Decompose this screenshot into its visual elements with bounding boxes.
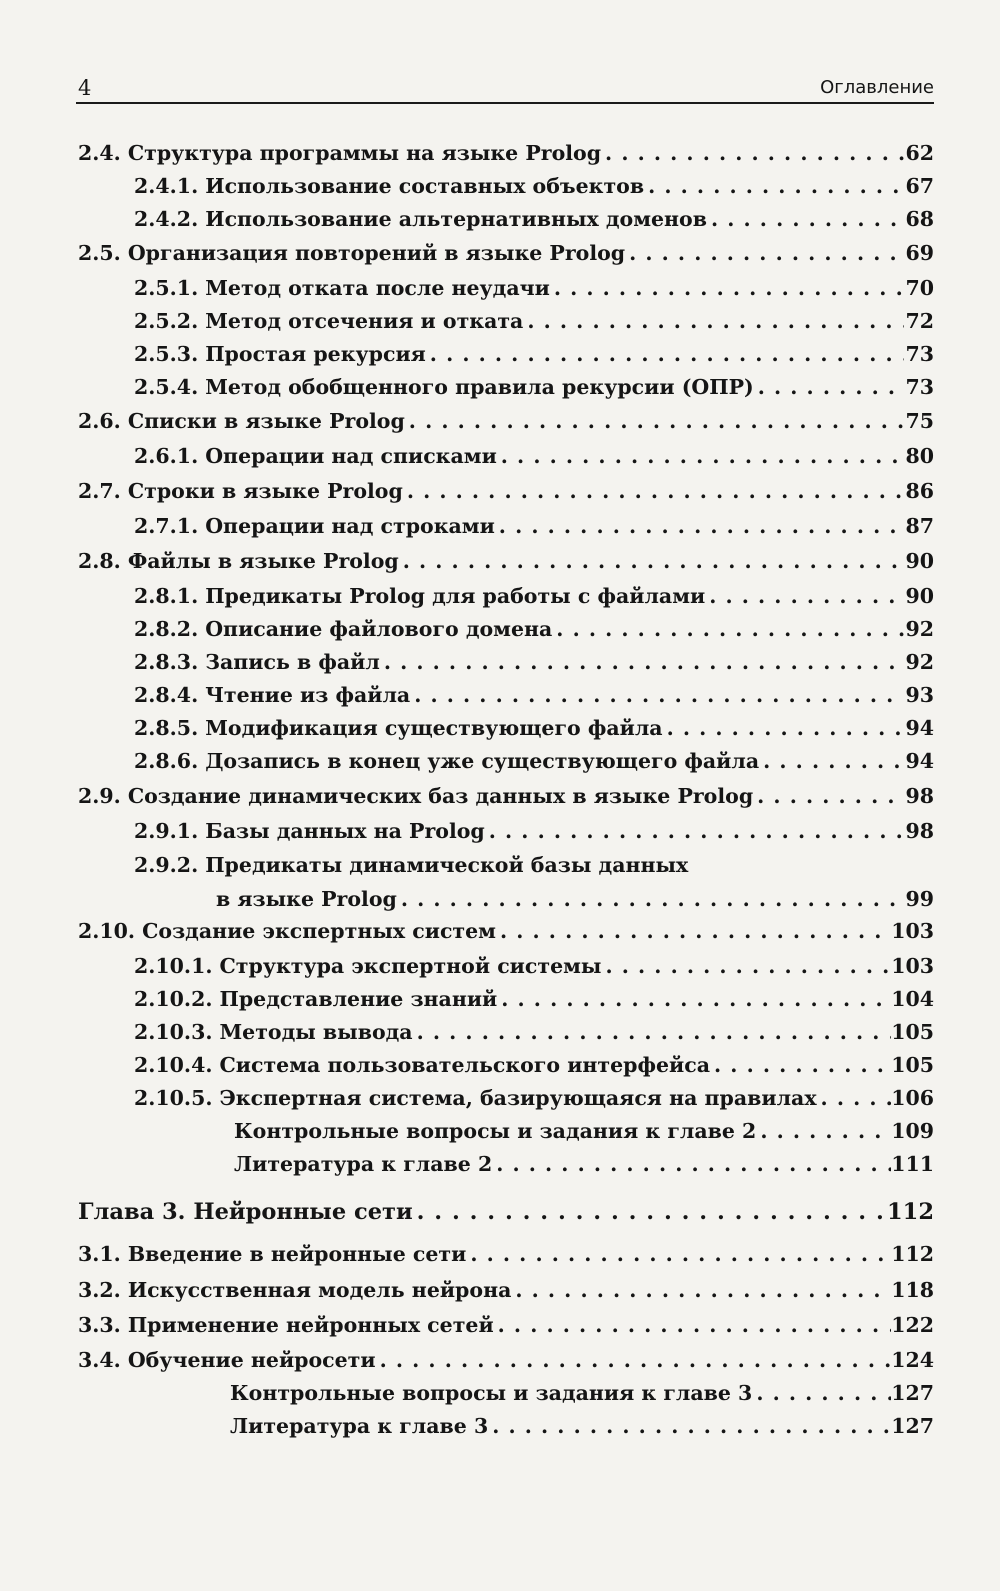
toc-entry-2-8-4[interactable] bbox=[134, 678, 934, 712]
entry-page: 62 bbox=[905, 141, 934, 165]
leader-dots bbox=[511, 1273, 891, 1307]
entry-number: 2.9.2. bbox=[134, 853, 199, 877]
entry-title: Базы данных на Prolog bbox=[205, 819, 485, 843]
toc-entry-2-4-1[interactable] bbox=[134, 169, 934, 203]
entry-title: Экспертная система, базирующаяся на правилах bbox=[219, 1086, 817, 1110]
leader-dots bbox=[380, 645, 904, 679]
entry-title: Обучение нейросети bbox=[127, 1348, 376, 1372]
leader-dots bbox=[753, 779, 904, 813]
entry-number: 2.10.4. bbox=[134, 1053, 213, 1077]
leader-dots bbox=[410, 678, 904, 712]
leader-dots bbox=[494, 1308, 892, 1342]
toc-entry-2-5-2[interactable] bbox=[134, 304, 934, 338]
entry-number: 2.5.1. bbox=[134, 276, 199, 300]
entry-page: 90 bbox=[905, 549, 934, 573]
entry-number: 2.6.1. bbox=[134, 444, 199, 468]
toc-entry-chapter-3[interactable] bbox=[78, 1195, 934, 1229]
toc-entry-2-8-2[interactable] bbox=[134, 612, 934, 646]
entry-page: 92 bbox=[905, 650, 934, 674]
entry-title: Введение в нейронные сети bbox=[127, 1242, 467, 1266]
entry-title: Описание файлового домена bbox=[205, 617, 553, 641]
leader-dots bbox=[601, 136, 904, 170]
entry-page: 118 bbox=[891, 1278, 934, 1302]
entry-page: 68 bbox=[905, 207, 934, 231]
entry-number: 3.4. bbox=[78, 1348, 121, 1372]
entry-number: 2.10.3. bbox=[134, 1020, 213, 1044]
toc-entry-2-8-3[interactable] bbox=[134, 645, 934, 679]
entry-title: Литература к главе 3 bbox=[230, 1414, 489, 1438]
entry-number: 2.7.1. bbox=[134, 514, 199, 538]
entry-page: 93 bbox=[905, 683, 934, 707]
running-head-title: Оглавление bbox=[820, 77, 934, 98]
entry-number: 3.2. bbox=[78, 1278, 121, 1302]
entry-page: 92 bbox=[905, 617, 934, 641]
leader-dots bbox=[488, 1409, 891, 1443]
entry-page: 109 bbox=[891, 1119, 934, 1143]
toc-entry-2-8-5[interactable] bbox=[134, 711, 934, 745]
toc-entry-3-4[interactable] bbox=[78, 1343, 934, 1377]
leader-dots bbox=[663, 711, 904, 745]
entry-number: 2.4. bbox=[78, 141, 121, 165]
toc-entry-2-5-1[interactable] bbox=[134, 271, 934, 305]
entry-page: 111 bbox=[891, 1152, 934, 1176]
entry-number: 2.5.2. bbox=[134, 309, 199, 333]
entry-title: Искусственная модель нейрона bbox=[127, 1278, 512, 1302]
toc-entry-ch3-literature[interactable] bbox=[230, 1409, 934, 1443]
toc-entry-2-5-4[interactable] bbox=[134, 370, 934, 404]
entry-title: Метод отката после неудачи bbox=[205, 276, 550, 300]
entry-title: Операции над списками bbox=[205, 444, 497, 468]
toc-entry-2-5-3[interactable] bbox=[134, 337, 934, 371]
leader-dots bbox=[752, 1376, 891, 1410]
entry-page: 98 bbox=[905, 784, 934, 808]
entry-number: 2.10. bbox=[78, 919, 136, 943]
entry-title: Запись в файл bbox=[205, 650, 380, 674]
toc-entry-3-2[interactable] bbox=[78, 1273, 934, 1307]
entry-page: 67 bbox=[905, 174, 934, 198]
toc-entry-2-4[interactable] bbox=[78, 136, 934, 170]
entry-number: 2.5. bbox=[78, 241, 121, 265]
toc-entry-2-6-1[interactable] bbox=[134, 439, 934, 473]
entry-number: 2.10.1. bbox=[134, 954, 213, 978]
entry-number: 2.10.2. bbox=[134, 987, 213, 1011]
leader-dots bbox=[485, 814, 904, 848]
entry-number: 2.8. bbox=[78, 549, 121, 573]
entry-title: Создание экспертных систем bbox=[142, 919, 496, 943]
entry-page: 104 bbox=[891, 987, 934, 1011]
leader-dots bbox=[496, 914, 891, 948]
toc-entry-2-7[interactable] bbox=[78, 474, 934, 508]
leader-dots bbox=[492, 1147, 891, 1181]
entry-page: 112 bbox=[891, 1242, 934, 1266]
entry-number: 2.8.5. bbox=[134, 716, 199, 740]
entry-title: Строки в языке Prolog bbox=[127, 479, 403, 503]
toc-entry-2-10-1[interactable] bbox=[134, 949, 934, 983]
entry-number: 2.8.3. bbox=[134, 650, 199, 674]
entry-title: Модификация существующего файла bbox=[205, 716, 663, 740]
toc-entry-3-3[interactable] bbox=[78, 1308, 934, 1342]
leader-dots bbox=[376, 1343, 892, 1377]
entry-number: 2.8.1. bbox=[134, 584, 199, 608]
entry-number: 2.7. bbox=[78, 479, 121, 503]
entry-page: 103 bbox=[891, 919, 934, 943]
entry-page: 94 bbox=[905, 716, 934, 740]
entry-title: Использование составных объектов bbox=[205, 174, 645, 198]
entry-page: 127 bbox=[891, 1414, 934, 1438]
entry-page: 87 bbox=[905, 514, 934, 538]
entry-title: Применение нейронных сетей bbox=[127, 1313, 494, 1337]
toc-entry-2-9-2-continuation[interactable] bbox=[216, 882, 934, 916]
toc-entry-3-1[interactable] bbox=[78, 1237, 934, 1271]
toc-entry-2-4-2[interactable] bbox=[134, 202, 934, 236]
entry-number: 2.5.3. bbox=[134, 342, 199, 366]
leader-dots bbox=[754, 370, 904, 404]
entry-title: Метод отсечения и отката bbox=[205, 309, 524, 333]
leader-dots bbox=[705, 579, 904, 613]
toc-entry-2-10-5[interactable] bbox=[134, 1081, 934, 1115]
entry-title: Методы вывода bbox=[219, 1020, 413, 1044]
leader-dots bbox=[426, 337, 904, 371]
toc-entry-2-10[interactable] bbox=[78, 914, 934, 948]
entry-title: Использование альтернативных доменов bbox=[205, 207, 707, 231]
entry-page: 124 bbox=[891, 1348, 934, 1372]
leader-dots bbox=[413, 1195, 887, 1229]
toc-entry-2-9-1[interactable] bbox=[134, 814, 934, 848]
entry-number: 2.10.5. bbox=[134, 1086, 213, 1110]
leader-dots bbox=[644, 169, 904, 203]
toc-entry-2-8-6[interactable] bbox=[134, 744, 934, 778]
entry-number: 3.3. bbox=[78, 1313, 121, 1337]
leader-dots bbox=[710, 1048, 891, 1082]
entry-title: Простая рекурсия bbox=[205, 342, 426, 366]
entry-title: Чтение из файла bbox=[205, 683, 411, 707]
entry-page: 99 bbox=[905, 887, 934, 911]
chapter-title: Глава 3. Нейронные сети bbox=[78, 1199, 413, 1225]
toc-entry-2-8-1[interactable] bbox=[134, 579, 934, 613]
leader-dots bbox=[497, 439, 904, 473]
toc-entry-2-7-1[interactable] bbox=[134, 509, 934, 543]
entry-title: Создание динамических баз данных в языке Prolog bbox=[127, 784, 754, 808]
toc-entry-2-10-4[interactable] bbox=[134, 1048, 934, 1082]
entry-page: 73 bbox=[905, 342, 934, 366]
entry-title-continuation: в языке Prolog bbox=[216, 887, 397, 911]
leader-dots bbox=[466, 1237, 891, 1271]
leader-dots bbox=[523, 304, 904, 338]
entry-page: 112 bbox=[887, 1199, 934, 1225]
leader-dots bbox=[397, 882, 904, 916]
entry-title: Структура программы на языке Prolog bbox=[127, 141, 602, 165]
leader-dots bbox=[552, 612, 904, 646]
toc-entry-2-9-2[interactable] bbox=[134, 848, 688, 882]
leader-dots bbox=[403, 474, 904, 508]
entry-page: 72 bbox=[905, 309, 934, 333]
entry-number: 2.6. bbox=[78, 409, 121, 433]
entry-page: 106 bbox=[891, 1086, 934, 1110]
toc-entry-2-8[interactable] bbox=[78, 544, 934, 578]
entry-number: 2.8.2. bbox=[134, 617, 199, 641]
leader-dots bbox=[550, 271, 904, 305]
entry-page: 105 bbox=[891, 1053, 934, 1077]
leader-dots bbox=[707, 202, 904, 236]
entry-title: Дозапись в конец уже существующего файла bbox=[205, 749, 760, 773]
entry-page: 94 bbox=[905, 749, 934, 773]
entry-title: Предикаты динамической базы данных bbox=[205, 853, 689, 877]
toc-entry-2-10-3[interactable] bbox=[134, 1015, 934, 1049]
entry-title: Файлы в языке Prolog bbox=[127, 549, 399, 573]
leader-dots bbox=[405, 404, 904, 438]
entry-title: Списки в языке Prolog bbox=[127, 409, 405, 433]
toc-entry-2-6[interactable] bbox=[78, 404, 934, 438]
entry-number: 2.4.2. bbox=[134, 207, 199, 231]
leader-dots bbox=[495, 509, 904, 543]
toc-entry-2-5[interactable] bbox=[78, 236, 934, 270]
leader-dots bbox=[413, 1015, 892, 1049]
entry-title: Система пользовательского интерфейса bbox=[219, 1053, 711, 1077]
leader-dots bbox=[601, 949, 891, 983]
entry-page: 90 bbox=[905, 584, 934, 608]
entry-page: 122 bbox=[891, 1313, 934, 1337]
leader-dots bbox=[497, 982, 891, 1016]
leader-dots bbox=[759, 744, 904, 778]
toc-entry-ch2-literature[interactable] bbox=[234, 1147, 934, 1181]
entry-page: 127 bbox=[891, 1381, 934, 1405]
toc-entry-ch3-questions[interactable] bbox=[230, 1376, 934, 1410]
entry-title: Представление знаний bbox=[219, 987, 498, 1011]
entry-number: 2.8.4. bbox=[134, 683, 199, 707]
entry-title: Литература к главе 2 bbox=[234, 1152, 493, 1176]
entry-number: 2.9.1. bbox=[134, 819, 199, 843]
entry-number: 2.8.6. bbox=[134, 749, 199, 773]
entry-page: 86 bbox=[905, 479, 934, 503]
leader-dots bbox=[625, 236, 904, 270]
leader-dots bbox=[756, 1114, 891, 1148]
entry-title: Контрольные вопросы и задания к главе 2 bbox=[234, 1119, 757, 1143]
entry-page: 105 bbox=[891, 1020, 934, 1044]
entry-title: Предикаты Prolog для работы с файлами bbox=[205, 584, 706, 608]
toc-entry-2-9[interactable] bbox=[78, 779, 934, 813]
entry-number: 2.5.4. bbox=[134, 375, 199, 399]
entry-number: 3.1. bbox=[78, 1242, 121, 1266]
entry-number: 2.9. bbox=[78, 784, 121, 808]
entry-page: 75 bbox=[905, 409, 934, 433]
entry-title: Метод обобщенного правила рекурсии (ОПР) bbox=[205, 375, 754, 399]
entry-title: Структура экспертной системы bbox=[219, 954, 602, 978]
entry-page: 98 bbox=[905, 819, 934, 843]
entry-page: 70 bbox=[905, 276, 934, 300]
leader-dots bbox=[399, 544, 904, 578]
entry-page: 73 bbox=[905, 375, 934, 399]
entry-title: Операции над строками bbox=[205, 514, 495, 538]
entry-page: 80 bbox=[905, 444, 934, 468]
entry-page: 103 bbox=[891, 954, 934, 978]
leader-dots bbox=[817, 1081, 892, 1115]
page-number: 4 bbox=[78, 76, 92, 100]
entry-page: 69 bbox=[905, 241, 934, 265]
toc-entry-ch2-questions[interactable] bbox=[234, 1114, 934, 1148]
entry-title: Контрольные вопросы и задания к главе 3 bbox=[230, 1381, 753, 1405]
entry-number: 2.4.1. bbox=[134, 174, 199, 198]
toc-entry-2-10-2[interactable] bbox=[134, 982, 934, 1016]
entry-title: Организация повторений в языке Prolog bbox=[127, 241, 626, 265]
